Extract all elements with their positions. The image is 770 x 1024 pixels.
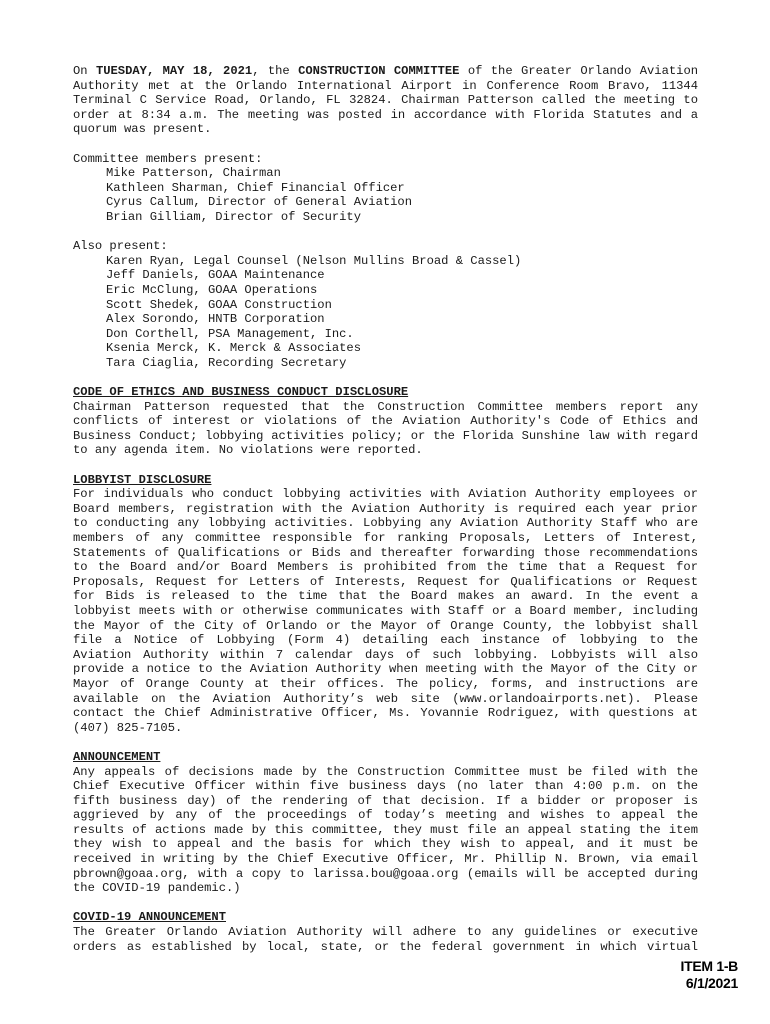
item-number: ITEM 1-B [680,958,738,974]
item-date: 6/1/2021 [685,975,738,991]
announcement-section [73,750,698,896]
member-item: Kathleen Sharman, Chief Financial Officer [106,180,405,195]
covid-body: The Greater Orlando Aviation Authority will adhere to any guidelines or executive orders as established by local, state, or the federal government in which virtual [73,925,698,954]
member-item: Brian Gilliam, Director of Security [106,209,361,224]
attendee-item: Ksenia Merck, K. Merck & Associates [106,341,361,356]
meeting-date: TUESDAY, MAY 18, 2021 [95,64,253,78]
attendee-item: Eric McClung, GOAA Operations [106,282,318,297]
members-present-section [73,152,698,225]
announcement-body: Any appeals of decisions made by the Construction Committee must be filed with the Chief Executive Officer within five business days (no later than 4:00 p.m. on the fifth business day) of the rendering of that decision. If a bidder or proposer is aggrieved by any of the proceedings of today’s meeting and wishes to appeal the results of actions made by this committee, they must file an appeal stating the item they wish to appeal and the basis for which they wish to appeal, and it must be received in writing by the Chief Executive Officer, Mr. Phillip N. Brown, via email pbrown@goaa.org, with a copy to larissa.bou@goaa.org (emails will be accepted during the COVID-19 pandemic.) [73,764,698,896]
announcement-heading: ANNOUNCEMENT [73,749,161,764]
attendee-item: Scott Shedek, GOAA Construction [106,297,332,312]
ethics-body: Chairman Patterson requested that the Construction Committee members report any conflicts of interest or violations of the Aviation Authority's Code of Ethics and Business Conduct; lobbying activities policy; or the Florida Sunshine law with regard to any agenda item. No violations were reported. [73,399,698,458]
minutes-document [73,64,698,969]
ethics-section [73,385,698,458]
also-present-list [73,254,698,371]
intro-text-3: of the Greater Orlando Aviation Authority met at the Orlando International Airport in Conference Room Bravo, 11344 Terminal C Service Road, Orlando, FL 32824. Chairman Patterson called the meeting to order at 8:34 a.m. The meeting was posted in accordance with Florida Statutes and a quorum was present. [73,64,699,137]
ethics-heading: CODE OF ETHICS AND BUSINESS CONDUCT DISCLOSURE [73,385,409,400]
intro-paragraph [73,64,698,137]
lobbyist-heading: LOBBYIST DISCLOSURE [73,472,212,487]
attendee-item: Karen Ryan, Legal Counsel (Nelson Mullins Broad & Cassel) [106,253,522,268]
members-list [73,166,698,224]
committee-name: CONSTRUCTION COMMITTEE [298,64,460,78]
lobbyist-section [73,473,698,736]
member-item: Mike Patterson, Chairman [106,166,281,181]
attendee-item: Tara Ciaglia, Recording Secretary [106,355,347,370]
covid-heading: COVID-19 ANNOUNCEMENT [73,910,226,925]
covid-section [73,910,698,954]
attendee-item: Alex Sorondo, HNTB Corporation [106,312,325,327]
agenda-item-stamp [681,958,739,992]
member-item: Cyrus Callum, Director of General Aviation [106,195,412,210]
attendee-item: Jeff Daniels, GOAA Maintenance [106,268,325,283]
members-heading: Committee members present: [73,151,263,166]
attendee-item: Don Corthell, PSA Management, Inc. [106,326,354,341]
lobbyist-body: For individuals who conduct lobbying activities with Aviation Authority employees or Board members, registration with the Aviation Authority is required each year prior to conducting any lobbying activities. Lobbying any Aviation Authority Staff who are members of any committee responsible for ranking Proposals, Letters of Interest, Statements of Qualifications or Bids and thereafter forwarding those recommendations to the Board and/or Board Members is prohibited from the time that a Request for Proposals, Request for Letters of Interests, Request for Qualifications or Request for Bids is released to the time that the Board makes an award. In the event a lobbyist meets with or otherwise communicates with Staff or a Board member, including the Mayor of the City of Orlando or the Mayor of Orange County, the lobbyist shall file a Notice of Lobbying (Form 4) detailing each instance of lobbying to the Aviation Authority within 7 calendar days of such lobbying. Lobbyists will also provide a notice to the Aviation Authority when meeting with the Mayor of the City or Mayor of Orange County at their offices. The policy, forms, and instructions are available on the Aviation Authority’s web site (www.orlandoairports.net). Please contact the Chief Administrative Officer, Ms. Yovannie Rodriguez, with questions at (407) 825-7105. [73,487,698,735]
also-present-heading: Also present: [73,239,168,254]
also-present-section [73,239,698,370]
intro-text-1: On [73,64,96,78]
intro-text-2: , the [252,64,299,78]
